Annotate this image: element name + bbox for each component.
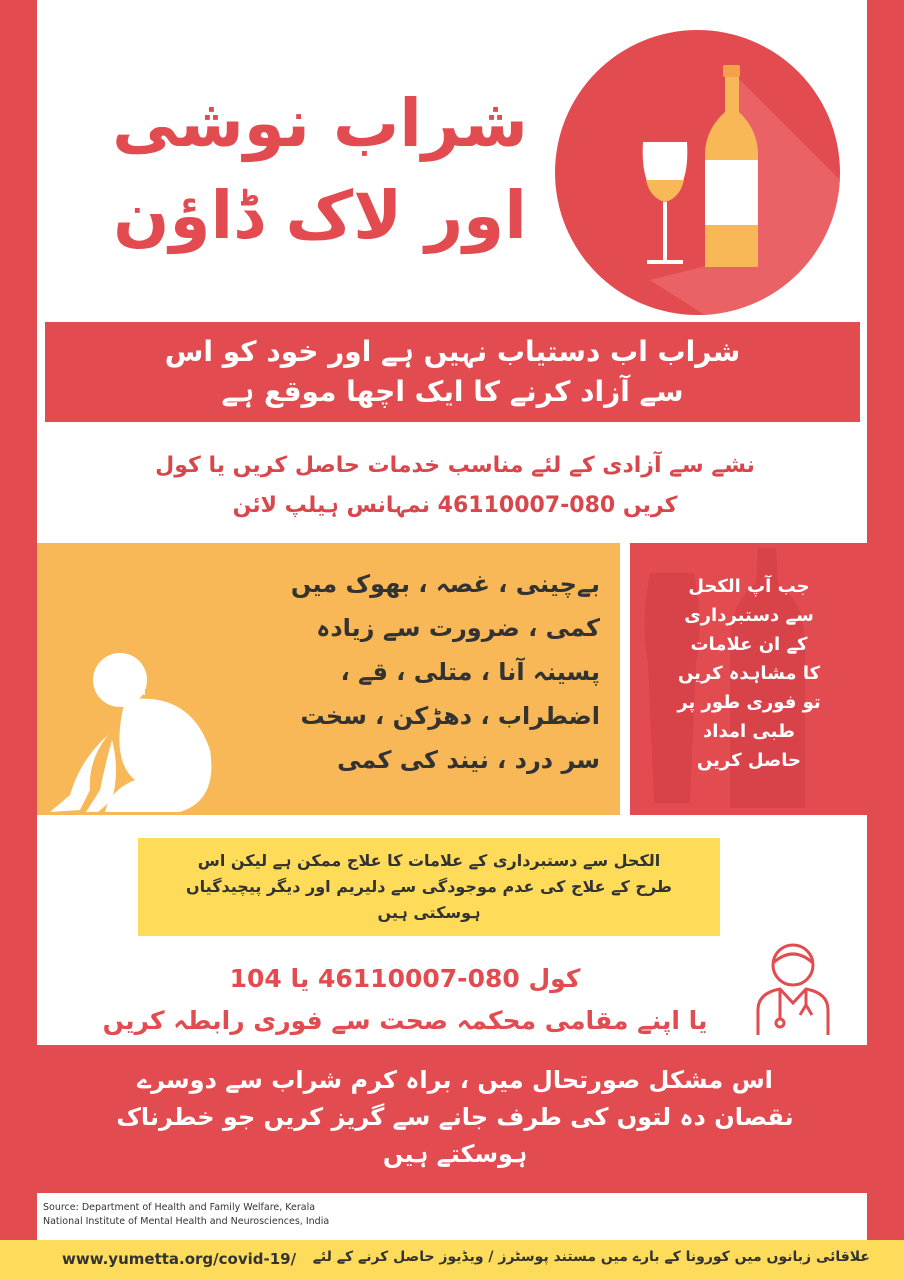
source-line-2: National Institute of Mental Health and Neurosciences, India xyxy=(43,1216,330,1227)
notice-line: الکحل سے دستبرداری کے علامات کا علاج ممکن ہے لیکن اس xyxy=(197,851,661,870)
symptom-line: اضطراب ، دھڑکن ، سخت xyxy=(300,702,600,730)
symptom-line: پسینہ آنا ، متلی ، قے ، xyxy=(340,658,600,686)
seek-help-text xyxy=(640,572,858,775)
seek-help-line: سے دستبرداری xyxy=(684,605,814,626)
helpline-message xyxy=(60,446,850,526)
seek-help-line: تو فوری طور پر xyxy=(677,692,821,713)
sad-person-sitting-icon xyxy=(50,640,220,819)
wine-bottle-glass-icon xyxy=(555,30,840,315)
poster-title xyxy=(90,78,550,262)
seek-help-line: کا مشاہدہ کریں xyxy=(677,663,821,684)
seek-help-line: حاصل کریں xyxy=(696,750,802,771)
warning-message xyxy=(70,1062,840,1173)
symptom-line: بےچینی ، غصہ ، بھوک میں xyxy=(290,570,600,598)
notice-line: ہوسکتی ہیں xyxy=(377,903,481,922)
footer-link[interactable]: www.yumetta.org/covid-19/ xyxy=(62,1250,297,1268)
symptoms-list xyxy=(230,562,600,782)
symptom-line: کمی ، ضرورت سے زیادہ xyxy=(316,614,600,642)
banner-line-1: شراب اب دستیاب نہیں ہے اور خود کو اس xyxy=(164,335,741,368)
call-line-1: کول 080-46110007 یا 104 xyxy=(229,964,581,993)
source-credit xyxy=(43,1201,329,1229)
notice-line: طرح کے علاج کی عدم موجودگی سے دلیریم اور دیگر پیچیدگیاں xyxy=(186,877,672,896)
footer-text: علاقائی زبانوں میں کورونا کے بارے میں مستند پوسٹرز / ویڈیوز حاصل کرنے کے لئے xyxy=(312,1249,870,1265)
treatment-notice xyxy=(138,838,720,936)
helpline-line-2: کریں 080-46110007 نمہانس ہیلپ لائن xyxy=(232,493,678,518)
helpline-line-1: نشے سے آزادی کے لئے مناسب خدمات حاصل کریں یا کول xyxy=(155,453,755,478)
doctor-icon xyxy=(748,935,838,1044)
warning-line: اس مشکل صورتحال میں ، براہ کرم شراب سے دوسرے xyxy=(137,1066,773,1094)
source-line-1: Source: Department of Health and Family Welfare, Kerala xyxy=(43,1202,316,1213)
warning-line: نقصان دہ لتوں کی طرف جانے سے گریز کریں جو خطرناک xyxy=(116,1103,794,1131)
call-to-action xyxy=(70,958,740,1042)
seek-help-line: کے ان علامات xyxy=(690,634,808,655)
title-line-2: اور لاک ڈاؤن xyxy=(113,177,527,254)
title-line-1: شراب نوشی xyxy=(112,85,528,162)
warning-line: ہوسکتے ہیں xyxy=(382,1140,528,1168)
call-line-2: یا اپنے مقامی محکمہ صحت سے فوری رابطہ کریں xyxy=(102,1006,708,1035)
key-message-banner xyxy=(45,322,860,422)
seek-help-line: طبی امداد xyxy=(703,721,795,742)
symptom-line: سر درد ، نیند کی کمی xyxy=(337,746,600,774)
banner-line-2: سے آزاد کرنے کا ایک اچھا موقع ہے xyxy=(221,375,684,408)
seek-help-line: جب آپ الکحل xyxy=(688,576,810,597)
